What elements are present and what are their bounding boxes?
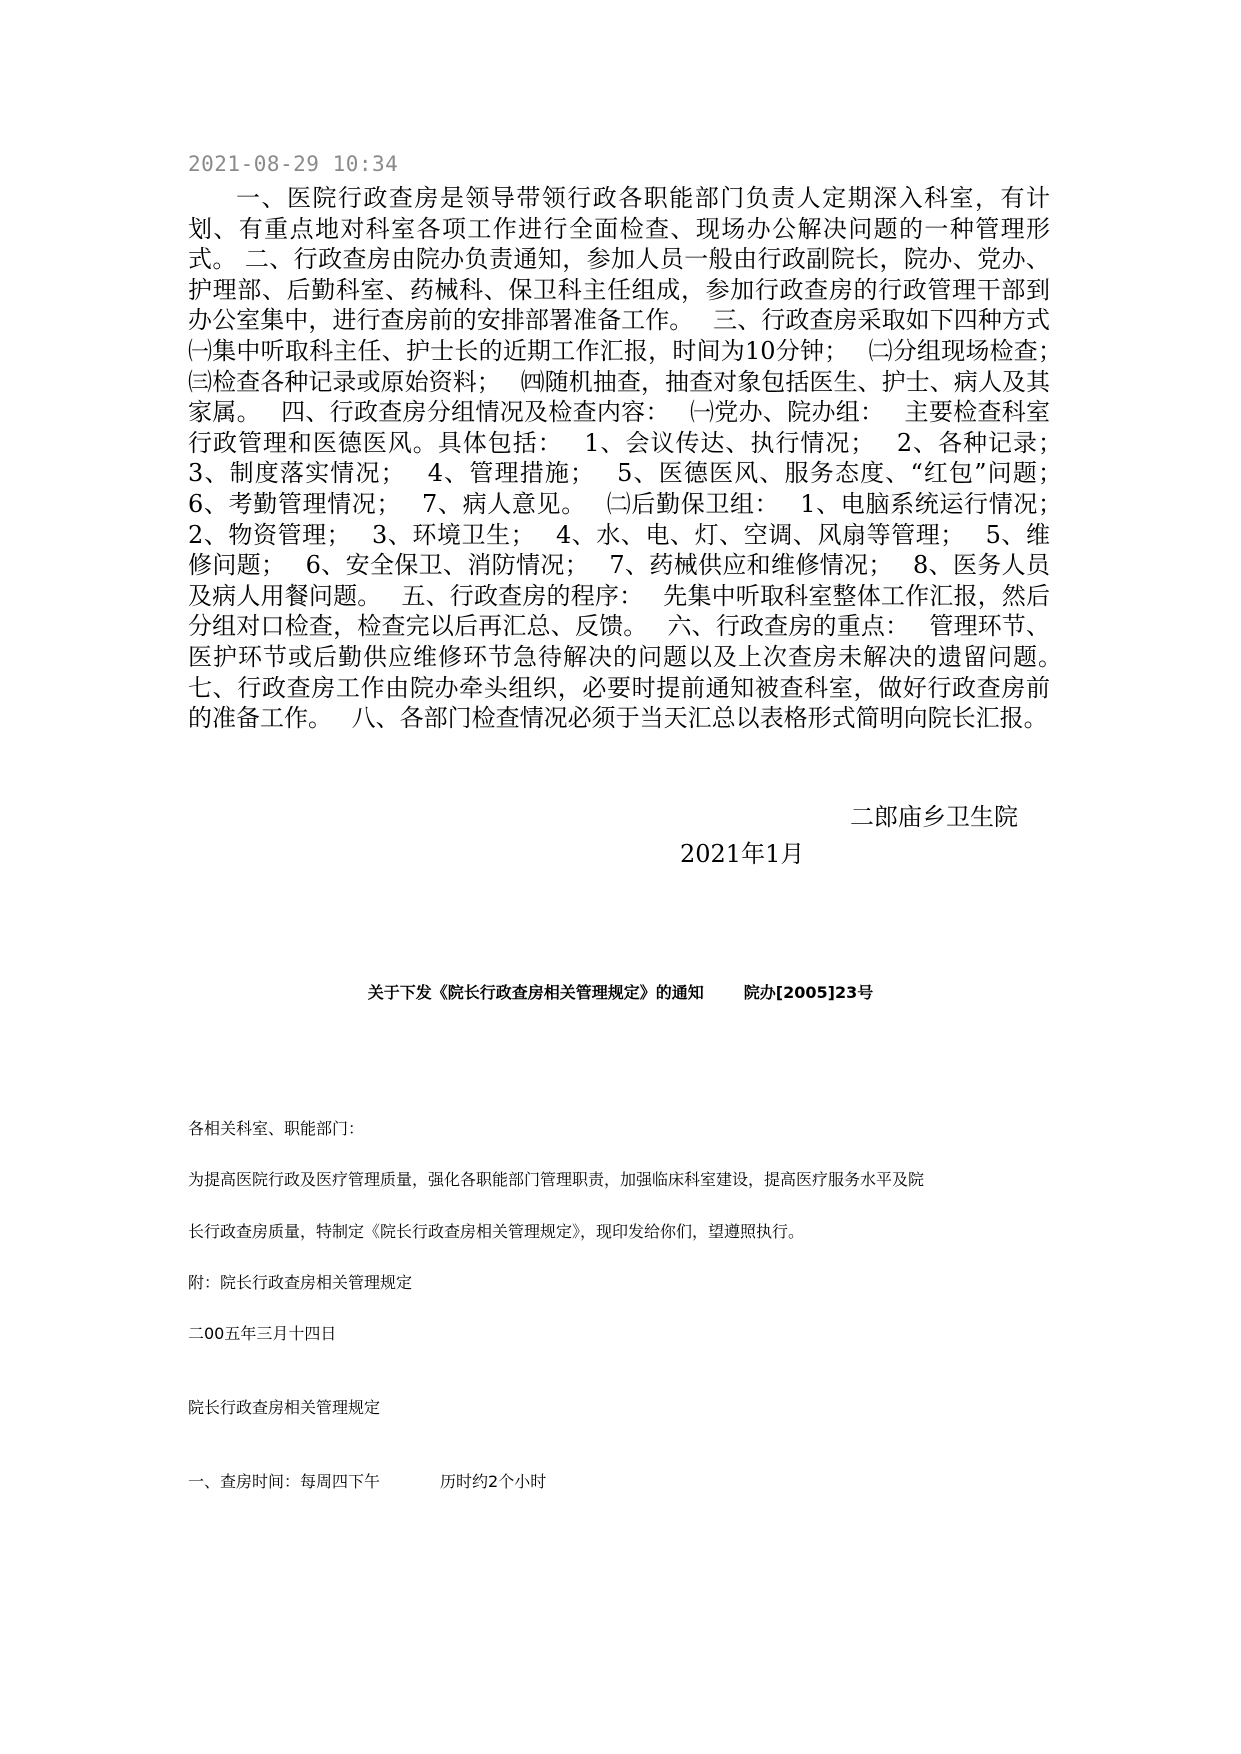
rule-1-duration: 历时约2个小时: [440, 1472, 547, 1491]
attachment-line: 附：院长行政查房相关管理规定: [188, 1273, 413, 1292]
signature: 二郎庙乡卫生院: [850, 803, 1018, 831]
rule-1-line: [188, 1469, 546, 1492]
doc-number: 院办[2005]23号: [743, 983, 874, 1002]
body-text-block: [188, 183, 1082, 734]
sign-date: 2021年1月: [680, 840, 805, 868]
salutation: 各相关科室、职能部门：: [188, 1119, 365, 1138]
rule-1-time: 一、查房时间：每周四下午: [188, 1472, 381, 1491]
rules-title: 院长行政查房相关管理规定: [188, 1398, 381, 1417]
notice-title-text: 关于下发《院长行政查房相关管理规定》的通知: [367, 983, 704, 1002]
notice-paragraph-line-2: 长行政查房质量，特制定《院长行政查房相关管理规定》，现印发给你们，望遵照执行。: [188, 1222, 805, 1241]
timestamp: 2021-08-29 10:34: [188, 152, 399, 176]
notice-title: [0, 980, 1241, 1003]
notice-paragraph-line-1: 为提高医院行政及医疗管理质量，强化各职能部门管理职责，加强临床科室建设，提高医疗服务水平及院: [188, 1170, 925, 1189]
notice-date: 二00五年三月十四日: [188, 1324, 337, 1343]
body-paragraph: 一、医院行政查房是领导带领行政各职能部门负责人定期深入科室，有计划、有重点地对科室各项工作进行全面检查、现场办公解决问题的一种管理形式。 二、行政查房由院办负责通知，参加人员一般由行政副院长，院办、党办、护理部、后勤科室、药械科、保卫科主任组成，参加行政查房的行政管理干部到办公室集中，进行查房前的安排部署准备工作。 三、行政查房采取如下四种方式 ㈠集中听取科主任、护士长的近期工作汇报，时间为10分钟； ㈡分组现场检查； ㈢检查各种记录或原始资料； ㈣随机抽查，抽查对象包括医生、护士、病人及其家属。 四、行政查房分组情况及检查内容： ㈠党办、院办组： 主要检查科室行政管理和医德医风。具体包括： 1、会议传达、执行情况； 2、各种记录； 3、制度落实情况； 4、管理措施； 5、医德医风、服务态度、“红包”问题； 6、考勤管理情况； 7、病人意见。 ㈡后勤保卫组： 1、电脑系统运行情况； 2、物资管理； 3、环境卫生； 4、水、电、灯、空调、风扇等管理； 5、维修问题； 6、安全保卫、消防情况； 7、药械供应和维修情况； 8、医务人员及病人用餐问题。 五、行政查房的程序： 先集中听取科室整体工作汇报，然后分组对口检查，检查完以后再汇总、反馈。 六、行政查房的重点： 管理环节、医护环节或后勤供应维修环节急待解决的问题以及上次查房未解决的遗留问题。 七、行政查房工作由院办牵头组织，必要时提前通知被查科室，做好行政查房前的准备工作。 八、各部门检查情况必须于当天汇总以表格形式简明向院长汇报。: [188, 184, 1082, 733]
